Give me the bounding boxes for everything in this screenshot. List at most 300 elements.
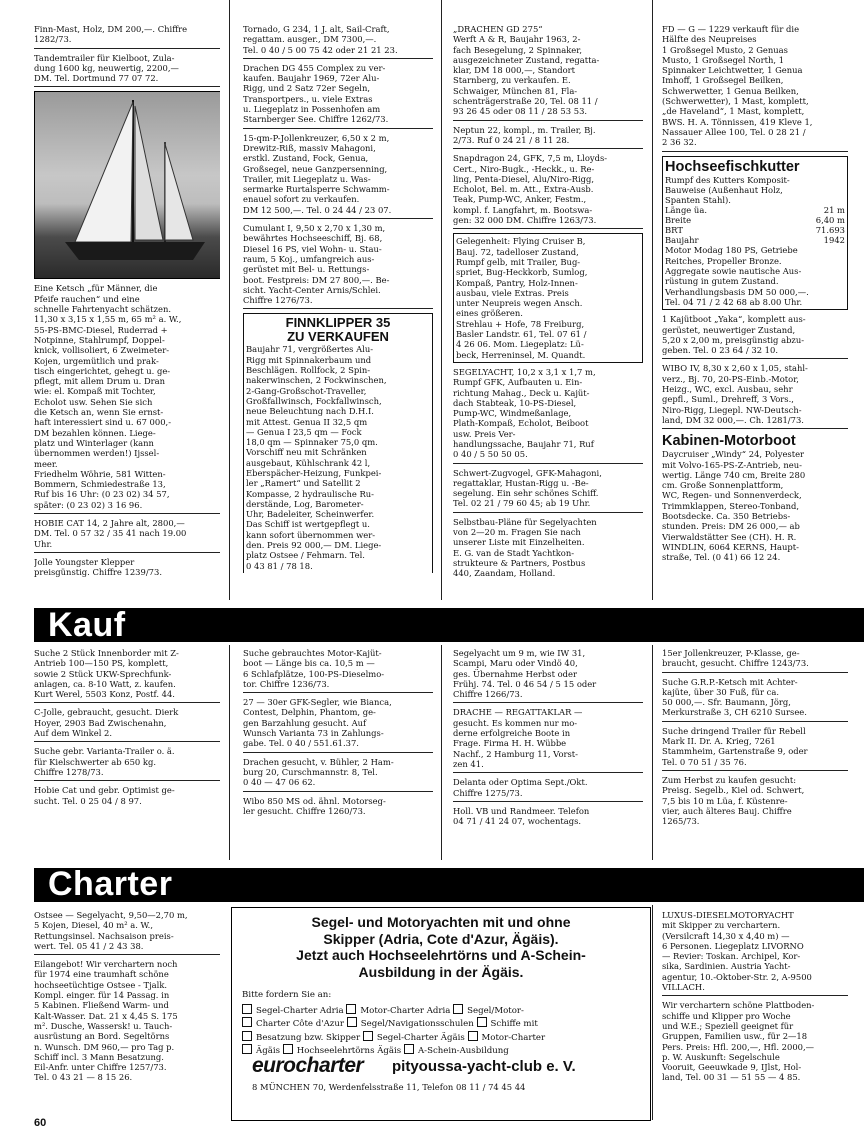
ad-line: WC, Regen- und Sonnenverdeck, <box>662 490 802 501</box>
ad-line: Suche dringend Trailer für Rebell <box>662 725 806 736</box>
ad-line: E. G. van de Stadt Yachtkon- <box>453 547 575 558</box>
ad-line: strukteure & Partners, Postbus <box>453 557 586 568</box>
ad-line: kann sofort übernommen wer- <box>246 529 376 540</box>
kauf-column-4 <box>662 648 848 863</box>
column-rule <box>652 905 653 1120</box>
ad-line: nakerwinschen, 2 Fockwinschen, <box>246 375 387 386</box>
ad-line: Frage. Firma H. H. Wübbe <box>453 738 567 749</box>
ad-line: 1282/73. <box>34 34 72 45</box>
classified-ad <box>453 367 643 464</box>
ad-line: Suche 2 Stück Innenborder mit Z- <box>34 648 179 658</box>
ad-line: meer. <box>34 458 58 469</box>
ad-line: Auf dem Winkel 2. <box>34 728 113 739</box>
ad-line: knick, vollisoliert, 6 Zweimeter- <box>34 345 170 356</box>
ad-line: regattaklar, Hustan-Rigg u. -Be- <box>453 477 589 488</box>
ad-line: BWS. H. A. Tönnissen, 419 Kleve 1, <box>662 116 813 127</box>
option-label: Charter Côte d'Azur <box>256 1019 344 1030</box>
ad-line: Antrieb 100—150 PS, komplett, <box>34 658 169 669</box>
ad-line: 50 000,—. Sfr. Baumann, Jörg, <box>662 697 791 708</box>
ad-line: tisch eingerichtet, gehegt u. ge- <box>34 365 171 376</box>
ad-line: Nassauer Allee 100, Tel. 0 28 21 / <box>662 126 806 137</box>
ad-line: vier, auch älteres Bauj. Chiffre <box>662 805 792 816</box>
ad-line: Merkurstraße 3, CH 6210 Sursee. <box>662 707 807 718</box>
ad-line: Rettungsinsel. Nachsaison preis- <box>34 930 174 941</box>
ad-line: 5 Kabinen. Fließend Warm- und <box>34 1000 169 1011</box>
ad-line: Echolot, Bel. m. Att., Extra-Ausb. <box>453 184 594 195</box>
ad-line: Finn-Mast, Holz, DM 200,—. Chiffre <box>34 24 188 34</box>
spec-row <box>665 235 845 245</box>
charter-column-4 <box>662 910 848 1115</box>
kauf-column-3 <box>453 648 643 863</box>
checkbox-icon <box>242 1017 252 1027</box>
ad-heading: Hochseefischkutter <box>665 158 800 175</box>
ad-line: spriet, Bug-Heckkorb, Sumlog, <box>456 267 588 278</box>
ad-line: übernommen werden!) Ijssel- <box>34 448 160 459</box>
top-column-4 <box>662 24 848 594</box>
classified-ad <box>662 314 848 359</box>
ad-line: kaufen. Baujahr 1969, 72er Alu- <box>243 73 380 84</box>
option-label: Motor-Charter Adria <box>360 1006 451 1016</box>
ad-line: preisgünstig. Chiffre 1239/73. <box>34 567 162 578</box>
ad-line: derne erfolgreiche Boote in <box>453 728 571 739</box>
ad-line: haft interessiert sind u. 67 000,- <box>34 417 172 428</box>
ad-line: schenträgerstraße 20, Tel. 08 11 / <box>453 96 598 107</box>
ad-line: Drachen DG 455 Complex zu ver- <box>243 62 386 73</box>
ad-line: Suche gebr. Varianta-Trailer o. ä. <box>34 746 175 757</box>
ad-line: braucht, gesucht. Chiffre 1243/73. <box>662 658 809 669</box>
classified-ad <box>34 518 220 553</box>
ad-line: „DRACHEN GD 275“ <box>453 24 543 34</box>
ad-line: Eberspächer-Heizung, Funkpei- <box>246 467 382 478</box>
ad-line: Schiff incl. 3 Mann Besatzung. <box>34 1051 164 1062</box>
ad-line: Hälfte des Neupreises <box>662 34 757 45</box>
ad-line: dung 1600 kg, neuwertig, 2200,— <box>34 62 179 73</box>
ad-heading: FINNKLIPPER 35 <box>285 315 391 331</box>
ad-line: von 2—20 m. Fragen Sie nach <box>453 527 581 538</box>
classified-ad <box>243 24 433 59</box>
ad-line: richtung Mahag., Deck u. Kajüt- <box>453 387 590 398</box>
ad-line: Chiffre 1275/73. <box>453 787 523 798</box>
ad-line: ausrüstung an Bord. Segeltörns <box>34 1031 170 1042</box>
ad-line: Bootsdecke. Ca. 350 Betriebs- <box>662 510 791 521</box>
ad-line: Werft A & R, Baujahr 1963, 2- <box>453 34 581 45</box>
ad-line: Bauj. 72, tadelloser Zustand, <box>456 246 579 257</box>
classified-ad <box>662 775 848 829</box>
checkbox-icon <box>363 1031 373 1041</box>
ad-line: Delanta oder Optima Sept./Okt. <box>453 777 588 788</box>
ad-line: Musto, 1 Großsegel North, 1 <box>662 54 785 65</box>
ad-heading: Kabinen-Motorboot <box>662 433 796 450</box>
ad-line: regattam. ausger., DM 7300,—. <box>243 34 377 45</box>
ad-line: Gelegenheit: Flying Cruiser B, <box>456 236 586 247</box>
ad-line: Basler Landstr. 61, Tel. 07 61 / <box>456 329 587 340</box>
ad-line: platz Ostsee / Fehmarn. Tel. <box>246 550 365 561</box>
ad-line: und W.E.; Speziell geeignet für <box>662 1020 794 1031</box>
ad-line: land, Tel. 00 31 — 51 55 — 4 85. <box>662 1072 801 1083</box>
ad-line: 440, Zaandam, Holland. <box>453 568 556 579</box>
classified-ad <box>243 223 433 309</box>
ad-line: sowie 2 Stück UKW-Sprechfunk- <box>34 668 172 679</box>
ad-line: Daycruiser „Windy“ 24, Polyester <box>662 449 805 460</box>
ad-line: anlagen, ca. 8-10 Watt, z. kaufen. <box>34 678 176 689</box>
classified-ad <box>662 648 848 673</box>
ad-line: 18,0 qm — Spinnaker 75,0 qm. <box>246 437 378 448</box>
ad-line: ler „Ramert“ und Satellit 2 <box>246 478 361 489</box>
classified-ad <box>662 1000 848 1085</box>
ad-line: Großsegel, neue Ganzpersenning, <box>243 163 388 174</box>
ad-line: Ostsee — Segelyacht, 9,50—2,70 m, <box>34 910 188 920</box>
ad-line: 04 71 / 41 24 07, wochentags. <box>453 816 582 827</box>
ad-line: Strehlau + Hofe, 78 Freiburg, <box>456 318 585 329</box>
ad-line: zen 41. <box>453 758 484 769</box>
ad-line: p. W. Auskunft: Segelschule <box>662 1051 780 1062</box>
column-rule <box>441 645 442 860</box>
option-label: Segel-Charter Ägäis <box>376 1032 465 1043</box>
ad-line: Schwaiger, München 81, Fla- <box>453 85 578 96</box>
ad-line: DM. Tel. 0 57 32 / 35 41 nach 19.00 <box>34 528 187 539</box>
ad-line: SEGELYACHT, 10,2 x 3,1 x 1,7 m, <box>453 366 596 377</box>
ad-line: Baujahr 71, vergrößertes Alu- <box>246 344 374 355</box>
ad-line: dach Stabteak, 10-PS-Diesel, <box>453 397 577 408</box>
ad-line: Selbstbau-Pläne für Segelyachten <box>453 516 597 527</box>
club-name: pityoussa-yacht-club e. V. <box>392 1058 576 1075</box>
ad-line: ges. Übernahme Herbst oder <box>453 668 577 679</box>
ad-line: Cumulant I, 9,50 x 2,70 x 1,30 m, <box>243 223 386 234</box>
ad-line: platz und Winterlager (kann <box>34 437 154 448</box>
spec-value: 1942 <box>823 235 845 246</box>
ad-line: beck, Herreninsel, M. Quandt. <box>456 349 586 360</box>
checkbox-icon <box>242 1031 252 1041</box>
charter-column-1 <box>34 910 220 1115</box>
ad-line: Bauweise (Außenhaut Holz, <box>665 184 783 195</box>
column-rule <box>652 0 653 600</box>
ad-line: — Genua I 23,5 qm — Fock <box>246 426 362 437</box>
kauf-title: Kauf <box>48 606 126 644</box>
ad-line: gerüstet, neuwertiger Zustand, <box>662 324 796 335</box>
option-label: Besatzung bzw. Skipper <box>256 1032 361 1043</box>
classified-ad <box>453 806 643 830</box>
ad-line: Friedhelm Wöhrie, 581 Witten- <box>34 468 166 479</box>
classified-ad <box>34 910 220 955</box>
classified-ad <box>34 91 220 514</box>
ad-line: Rumpf GFK, Aufbauten u. Ein- <box>453 377 583 388</box>
spec-label: BRT <box>665 225 683 236</box>
ad-line: tor. Chiffre 1236/73. <box>243 678 330 689</box>
headline-line: Segel- und Motoryachten mit und ohne <box>311 914 571 930</box>
classified-ad <box>34 24 220 49</box>
classified-ad <box>34 707 220 742</box>
ad-line: 0 43 81 / 78 18. <box>246 560 313 571</box>
ad-line: pflegt, mit allem Drum u. Dran <box>34 376 166 387</box>
ad-line: 2/73. Ruf 0 24 21 / 8 11 28. <box>453 134 570 145</box>
ad-line: C-Jolle, gebraucht, gesucht. Dierk <box>34 707 179 718</box>
ketch-photo <box>34 91 220 279</box>
classified-ad <box>453 125 643 150</box>
ad-line: Kojen, urgemütlich und prak- <box>34 355 159 366</box>
ad-line: Spinnaker Leichtwetter, 1 Genua <box>662 65 803 76</box>
ad-line: Kurt Werel, 5503 Konz, Postf. 44. <box>34 689 175 700</box>
ad-line: u. Liegeplatz in Possenhofen am <box>243 104 381 115</box>
ad-line: Rigg, und 2 Satz 72er Segeln, <box>243 83 371 94</box>
classified-ad <box>662 363 848 429</box>
ad-line: Vorschiff neu mit Schränken <box>246 447 367 458</box>
spec-row <box>665 215 845 225</box>
top-column-3 <box>453 24 643 594</box>
ad-line: 4 26 06. Mom. Liegeplatz: Lü- <box>456 339 584 350</box>
spec-table <box>665 205 845 245</box>
ad-line: (Schwerwetter), 1 Mast, komplett, <box>662 96 809 107</box>
spec-row <box>665 205 845 215</box>
ad-line: schnelle Fahrtenyacht schätzen. <box>34 304 172 315</box>
ad-line: Zum Herbst zu kaufen gesucht: <box>662 774 797 785</box>
checkbox-icon <box>242 1004 252 1014</box>
ad-line: Hobie Cat und gebr. Optimist ge- <box>34 785 175 796</box>
ad-line: 1 Kajütboot „Yaka“, komplett aus- <box>662 314 806 325</box>
ad-line: „de Haveland“, 1 Mast, komplett, <box>662 106 805 117</box>
classified-ad <box>662 24 848 152</box>
option-row <box>242 1031 650 1044</box>
ad-line: Rumpf des Kutters Komposit- <box>665 174 790 185</box>
ad-line: 0 40 — 47 06 62. <box>243 777 316 788</box>
ad-line: Chiffre 1278/73. <box>34 766 104 777</box>
option-row <box>242 1004 650 1017</box>
ad-line: Wibo 850 MS od. ähnl. Motorseg- <box>243 795 386 806</box>
ad-line: Tornado, G 234, 1 J. alt, Sail-Craft, <box>243 24 390 34</box>
ad-line: sicht. Yacht-Center Arnis/Schlei. <box>243 284 381 295</box>
ad-line: handlungssache, Baujahr 71, Ruf <box>453 438 594 449</box>
headline-line: Skipper (Adria, Cote d'Azur, Ägäis). <box>323 930 559 947</box>
ad-line: boot. Festpreis: DM 27 800,—. Be- <box>243 274 390 285</box>
classified-ad <box>662 726 848 771</box>
ad-line: Tel. 02 21 / 79 60 45; ab 19 Uhr. <box>453 498 591 509</box>
ad-line: klar, DM 18 000,—, Standort <box>453 65 576 76</box>
charter-banner <box>34 865 864 903</box>
ad-line: 1 Großsegel Musto, 2 Genuas <box>662 44 788 55</box>
ad-line: Vierwaldstätter See (CH). H. R. <box>662 531 797 542</box>
ad-line: FD — G — 1229 verkauft für die <box>662 24 800 34</box>
sailboat-icon <box>35 92 220 278</box>
headline-line: Jetzt auch Hochseelehrtörns und A-Schein- <box>296 947 586 963</box>
ad-line: wertig. Länge 740 cm, Breite 280 <box>662 469 806 480</box>
ad-line: Eine Ketsch „für Männer, die <box>34 283 158 294</box>
classified-ad <box>453 233 643 363</box>
spec-row <box>665 225 845 235</box>
classified-ad <box>243 63 433 129</box>
ad-line: gerüstet mit Bel- u. Rettungs- <box>243 264 370 275</box>
ad-line: land, DM 32 000,—. Ch. 1281/73. <box>662 414 804 425</box>
ad-line: — Revier: Toskan. Archipel, Kor- <box>662 951 801 962</box>
ad-line: Preisg. Segelb., Kiel od. Schwert, <box>662 785 805 796</box>
classified-ad <box>453 153 643 229</box>
ad-line: Jolle Youngster Klepper <box>34 556 135 567</box>
ad-line: fach Besegelung, 2 Spinnaker, <box>453 44 582 55</box>
ad-line: Eil-Anfr. unter Chiffre 1257/73. <box>34 1062 167 1073</box>
ad-line: Echolot usw. Sehen Sie sich <box>34 396 153 407</box>
ad-line: 55-PS-BMC-Diesel, Ruderrad + <box>34 324 168 335</box>
headline-line: Ausbildung in der Ägäis. <box>358 963 524 980</box>
ad-line: Das Schiff ist wertgepflegt u. <box>246 519 370 530</box>
spec-value: 71.693 <box>815 225 845 236</box>
top-column-1 <box>34 24 220 584</box>
ad-line: sika, Sardinien. Austria Yacht- <box>662 961 791 972</box>
classified-ad <box>243 697 433 752</box>
column-rule <box>441 0 442 600</box>
ad-line: Rigg mit Spinnakerbaum und <box>246 354 372 365</box>
ad-line: geben. Tel. 0 23 64 / 32 10. <box>662 345 778 356</box>
option-label: Schiffe mit <box>490 1019 538 1030</box>
classified-ad <box>453 517 643 582</box>
request-prompt: Bitte fordern Sie an: <box>242 990 332 1000</box>
ad-line: Holl. VB und Randmeer. Telefon <box>453 805 590 816</box>
ad-line: Pfeife rauchen“ und eine <box>34 293 140 304</box>
ad-line: 5,20 x 2,00 m, preisgünstig abzu- <box>662 334 805 345</box>
ad-line: boot — Länge bis ca. 10,5 m — <box>243 658 375 669</box>
ad-line: n. Wunsch. DM 960,— pro Tag p. <box>34 1041 175 1052</box>
ad-line: Uhr, Badeleiter, Scheinwerfer. <box>246 509 375 520</box>
classified-ad <box>453 648 643 703</box>
classified-ad <box>662 910 848 996</box>
checkbox-icon <box>242 1044 252 1054</box>
ad-line: enauel sofort zu verkaufen. <box>243 194 360 205</box>
spec-label: Länge üa. <box>665 205 707 216</box>
option-label: Segel/Navigationsschulen <box>360 1019 474 1030</box>
ad-line: wert. Tel. 05 41 / 2 43 38. <box>34 940 144 951</box>
ad-line: raum, 5 Koj., umfangreich aus- <box>243 253 375 264</box>
ad-line: Segelyacht um 9 m, wie IW 31, <box>453 648 586 658</box>
ad-line: Tel. 0 43 21 — 8 15 26. <box>34 1072 133 1083</box>
ad-line: DM 12 500,—. Tel. 0 24 44 / 23 07. <box>243 204 392 215</box>
ad-line: Imhoff, 1 Großsegel Beilken, <box>662 75 784 86</box>
ad-line: Notpinne, Stahlrumpf, Doppel- <box>34 334 165 345</box>
ad-line: unserer Liste mit Einzelheiten. <box>453 537 585 548</box>
ad-line: usw. Preis Ver- <box>453 428 516 439</box>
ad-line: unter Neupreis wegen Ansch. <box>456 298 583 309</box>
ad-line: Tel. 04 71 / 2 42 68 ab 8.00 Uhr. <box>665 296 803 307</box>
ad-line: 11,30 x 3,15 x 1,55 m, 65 m² a. W., <box>34 314 182 325</box>
ad-line: 1265/73. <box>662 816 700 827</box>
kauf-column-1 <box>34 648 220 863</box>
ad-line: 6 Personen. Liegeplatz LIVORNO <box>662 940 804 951</box>
ad-line: agentur, 10.-Oktober-Str. 2, A-9500 <box>662 971 812 982</box>
ad-line: WIBO IV, 8,30 x 2,60 x 1,05, stahl- <box>662 363 808 374</box>
ad-line: Suche gebrauchtes Motor-Kajüt- <box>243 648 382 658</box>
ad-line: DM. Tel. Dortmund 77 07 72. <box>34 73 159 84</box>
ad-line: Niro-Rigg, Liegepl. NW-Deutsch- <box>662 404 802 415</box>
ad-line: Transportpers., u. viele Extras <box>243 93 373 104</box>
ad-line: Teak, Pump-WC, Anker, Festm., <box>453 194 587 205</box>
ad-line: gabe. Tel. 0 40 / 551.61.37. <box>243 738 359 749</box>
ad-line: Kompasse, 2 hydraulische Ru- <box>246 488 375 499</box>
ad-line: ling, Penta-Diesel, Alu/Niro-Rigg, <box>453 173 595 184</box>
ad-line: Chiffre 1266/73. <box>453 689 523 700</box>
column-rule <box>229 645 230 860</box>
option-label: Hochseelehrtörns Ägäis <box>296 1045 402 1056</box>
ad-line: eines größeren. <box>456 308 523 319</box>
ad-line: Drachen gesucht, v. Bühler, 2 Ham- <box>243 756 394 767</box>
option-row <box>242 1017 650 1030</box>
classified-ad <box>243 796 433 820</box>
classified-ad <box>243 648 433 693</box>
kauf-column-2 <box>243 648 433 863</box>
ad-line: Stammheim, Gartenstraße 9, oder <box>662 746 808 757</box>
ad-line: Beschlägen. Rollfock, 2 Spin- <box>246 365 371 376</box>
ad-line: 2-Gang-Großschot-Traveller, <box>246 385 367 396</box>
checkbox-icon <box>347 1017 357 1027</box>
ad-line: LUXUS-DIESELMOTORYACHT <box>662 910 794 920</box>
classified-ad <box>453 777 643 802</box>
ad-line: ler gesucht. Chiffre 1260/73. <box>243 805 366 816</box>
ad-line: Tel. 0 40 / 5 00 75 42 oder 21 21 23. <box>243 44 398 55</box>
ad-line: Suche G.R.P.-Ketsch mit Achter- <box>662 676 798 687</box>
spec-value: 21 m <box>823 205 845 216</box>
ad-line: kajüte, über 30 Fuß, für ca. <box>662 686 780 697</box>
ad-line: stunden. Preis: DM 26 000,— ab <box>662 521 800 532</box>
classified-ad <box>34 746 220 781</box>
classified-ad <box>453 468 643 513</box>
ad-line: VILLACH. <box>662 982 705 993</box>
ad-line: (Versilcraft 14,30 x 4,40 m) — <box>662 930 790 941</box>
ad-line: mit Attest. Genua II 32,5 qm <box>246 416 368 427</box>
ad-line: Vooruit, Geeuwkade 9, IJlst, Hol- <box>662 1062 802 1073</box>
ad-line: Spanten Stahl). <box>665 195 731 206</box>
ad-line: für Kielschwerter ab 650 kg. <box>34 756 156 767</box>
ad-line: Tandemtrailer für Kielboot, Zula- <box>34 52 175 63</box>
classified-ad <box>243 313 433 573</box>
checkbox-icon <box>453 1004 463 1014</box>
ad-line: HOBIE CAT 14, 2 Jahre alt, 2800,— <box>34 518 185 529</box>
classified-ad <box>662 433 848 565</box>
ad-line: derstände, Log, Barometer- <box>246 498 364 509</box>
checkbox-icon <box>283 1044 293 1054</box>
ad-line: neue Beleuchtung nach D.H.I. <box>246 406 374 417</box>
classified-ad <box>243 133 433 219</box>
ad-line: Mark II. Dr. A. Krieg, 7261 <box>662 736 776 747</box>
option-label: Motor-Charter <box>481 1032 546 1043</box>
ad-line: Aggregate sowie nautische Aus- <box>665 266 802 277</box>
ad-line: Nachf., 2 Hamburg 11, Vorst- <box>453 748 579 759</box>
top-column-2 <box>243 24 433 594</box>
ad-line: Großfallwinsch, Fockfallwinsch, <box>246 395 382 406</box>
ad-line: Uhr. <box>34 538 53 549</box>
ad-line: Pump-WC, Windmeßanlage, <box>453 408 572 419</box>
ad-line: Kalt-Wasser. Dat. 21 x 4,45 S. 175 <box>34 1010 178 1021</box>
spec-label: Breite <box>665 215 692 226</box>
ad-line: 0 40 / 5 50 50 05. <box>453 449 528 460</box>
ad-line: ausbau, viele Extras. Preis <box>456 287 569 298</box>
classified-ad <box>34 648 220 703</box>
ad-line: bewährtes Hochseeschiff, Bj. 68, <box>243 233 383 244</box>
ad-line: Hoyer, 2903 Bad Zwischenahn, <box>34 717 167 728</box>
ad-line: rüstung in gutem Zustand. <box>665 276 779 287</box>
classified-ad <box>453 24 643 121</box>
ad-line: die Ketsch an, wenn Sie ernst- <box>34 407 164 418</box>
ad-line: 7,5 bis 10 m Lüa, f. Küstenre- <box>662 795 788 806</box>
ad-line: Schwerwetter, 1 Genua Beilken, <box>662 85 799 96</box>
spec-value: 6,40 m <box>815 215 845 226</box>
ad-line: Pers. Preis: Hfl. 200,—, Hfl. 2000,— <box>662 1041 815 1052</box>
ad-line: Reitches, Propeller Bronze. <box>665 255 782 266</box>
ad-line: 93 26 45 oder 08 11 / 28 53 53. <box>453 106 588 117</box>
ad-line: hochseetüchtige Ostsee - Tjalk. <box>34 979 168 990</box>
classified-ad <box>34 53 220 88</box>
ad-line: Plath-Kompaß, Echolot, Beiboot <box>453 418 589 429</box>
ad-line: mit Volvo-165-PS-Z-Antrieb, neu- <box>662 459 802 470</box>
option-label: A-Schein-Ausbildung <box>417 1045 509 1056</box>
ad-line: Starnberg, zu verkaufen. E. <box>453 75 571 86</box>
ad-line: Drewitz-Riß, massiv Mahagoni, <box>243 142 376 153</box>
checkbox-icon <box>346 1004 356 1014</box>
ad-line: m². Dusche, Wassersk! u. Tauch- <box>34 1020 173 1031</box>
